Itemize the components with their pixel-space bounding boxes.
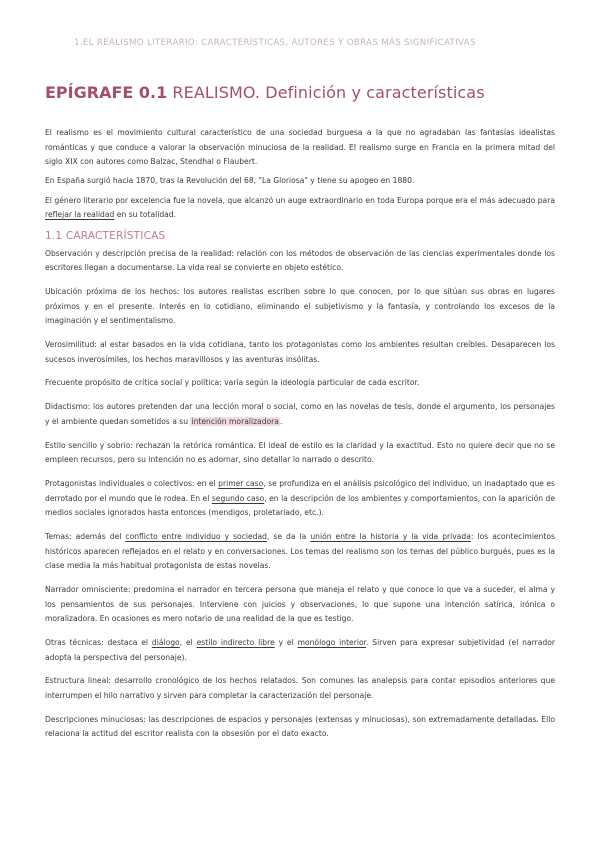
feature-tecnicas	[45, 636, 555, 665]
feature-estilo: Estilo sencillo y sobrio: rechazan la retórica romántica. El ideal de estilo es la claridad y la exactitud. Esto no quiere decir que no se empleen recursos, pero su intención no es adornar, sino detallar lo narrado o descrito.	[45, 440, 555, 465]
underlined-phrase: segundo caso	[211, 493, 265, 503]
epigraph-title: REALISMO. Definición y características	[167, 83, 485, 102]
feature-didactismo	[45, 400, 555, 429]
feature-descripciones: Descripciones minuciosas: las descripciones de espacios y personajes (extensas y minuciosas), son extremadamente detalladas. Ello relaciona la actitud del escritor realista con la obsesión por el dato exacto.	[45, 714, 555, 739]
feature-text: .	[279, 416, 283, 426]
underlined-phrase: conflicto entre individuo y sociedad	[125, 531, 267, 541]
feature-narrador: Narrador omnisciente: predomina el narrador en tercera persona que maneja el relato y que conoce lo que va a suceder, el alma y los pensamientos de sus personajes. Interviene con juicios y observaciones, lo que supone una intención satírica, irónica o moralizadora. En ocasiones es mero notario de una realidad de la que es testigo.	[45, 584, 555, 624]
epigraph-tag: EPÍGRAFE 0.1	[45, 83, 168, 102]
feature-text: , se profundiza en el análisis psicológico del individuo, un inadaptado que es derrotado por el mundo que le rodea. En el	[45, 479, 555, 503]
epigraph-heading	[45, 85, 485, 101]
running-header: 1.EL REALISMO LITERARIO: CARACTERÍSTICAS, AUTORES Y OBRAS MÁS SIGNIFICATIVAS	[74, 38, 476, 48]
feature-text: , el	[179, 637, 197, 647]
feature-text: Otras técnicas: destaca el	[45, 637, 152, 647]
intro-paragraph-1: El realismo es el movimiento cultural característico de una sociedad burguesa a la que no agradaban las fantasías idealistas románticas y que conduce a valorar la observación minuciosa de la realidad. El realismo surge en Francia en la primera mitad del siglo XIX con autores como Balzac, Stendhal o Flaubert.	[45, 128, 555, 167]
highlighted-phrase: intención moralizadora	[191, 416, 279, 426]
section-title: 1.1 CARACTERÍSTICAS	[45, 229, 166, 242]
feature-observacion: Observación y descripción precisa de la realidad: relación con los métodos de observación de las ciencias experimentales donde los escritores llegan a documentarse. La vida real se convierte en objeto estético.	[45, 248, 555, 273]
feature-text: Temas: además del	[45, 531, 126, 541]
feature-protagonistas	[45, 477, 555, 521]
intro-paragraph-3	[45, 194, 555, 223]
intro-text: en su totalidad.	[114, 210, 177, 220]
underlined-phrase: primer caso	[218, 479, 264, 488]
feature-text: , se da la	[266, 531, 311, 541]
intro-text: El género literario por excelencia fue la novela, que alcanzó un auge extraordinario en toda Europa porque era el más adecuado para	[45, 195, 555, 205]
feature-text: Protagonistas individuales o colectivos: en el	[45, 479, 219, 488]
document-body	[45, 126, 555, 751]
feature-estructura: Estructura lineal: desarrollo cronológico de los hechos relatados. Son comunes las analepsis para contar episodios anteriores que interrumpen el hilo narrativo y sirven para completar la caracterización del personaje.	[45, 676, 555, 700]
underlined-phrase: monólogo interior	[297, 637, 367, 647]
underlined-phrase: reflejar la realidad	[45, 210, 115, 220]
feature-temas	[45, 530, 555, 574]
feature-text: Didactismo: los autores pretenden dar una lección moral o social, como en las novelas de tesis, donde el argumento, los personajes y el ambiente quedan sometidos a su	[45, 402, 555, 426]
intro-paragraph-2: En España surgió hacia 1870, tras la Revolución del 68, "La Gloriosa" y tiene su apogeo en 1880.	[45, 176, 415, 186]
feature-text: , en la descripción de los ambientes y comportamientos, con la aparición de medios sociales ignorados hasta entonces (mendigos, proletariado, etc.).	[45, 493, 556, 518]
feature-ubicacion: Ubicación próxima de los hechos: los autores realistas escriben sobre lo que conocen, por lo que sitúan sus obras en lugares próximos y en el presente. Interés en lo cotidiano, eliminando el subjetivismo y la fantasía, y controlando los excesos de la imaginación y el sentimentalismo.	[45, 287, 555, 326]
feature-critica: Frecuente propósito de crítica social y política: varía según la ideología particular de cada escritor.	[45, 378, 420, 388]
feature-text: . Sirven para expresar subjetividad (el narrador adopta la perspectiva del personaje).	[45, 637, 555, 662]
underlined-phrase: unión entre la historia y la vida privada	[310, 531, 471, 541]
feature-verosimilitud: Verosimilitud: al estar basados en la vida cotidiana, tanto los protagonistas como los ambientes resultan creíbles. Desaparecen los sucesos inverosímiles, los hechos maravillosos y las aventuras insólitas.	[45, 340, 555, 364]
feature-text: y el	[274, 637, 298, 647]
underlined-phrase: diálogo	[151, 637, 180, 647]
underlined-phrase: estilo indirecto libre	[196, 637, 275, 647]
feature-text: : los acontecimientos históricos aparecen reflejados en el relato y en conversaciones. Los temas del realismo son los temas del público burgués, pues es la clase media la más habitual protagonista de estas novelas.	[45, 531, 555, 571]
